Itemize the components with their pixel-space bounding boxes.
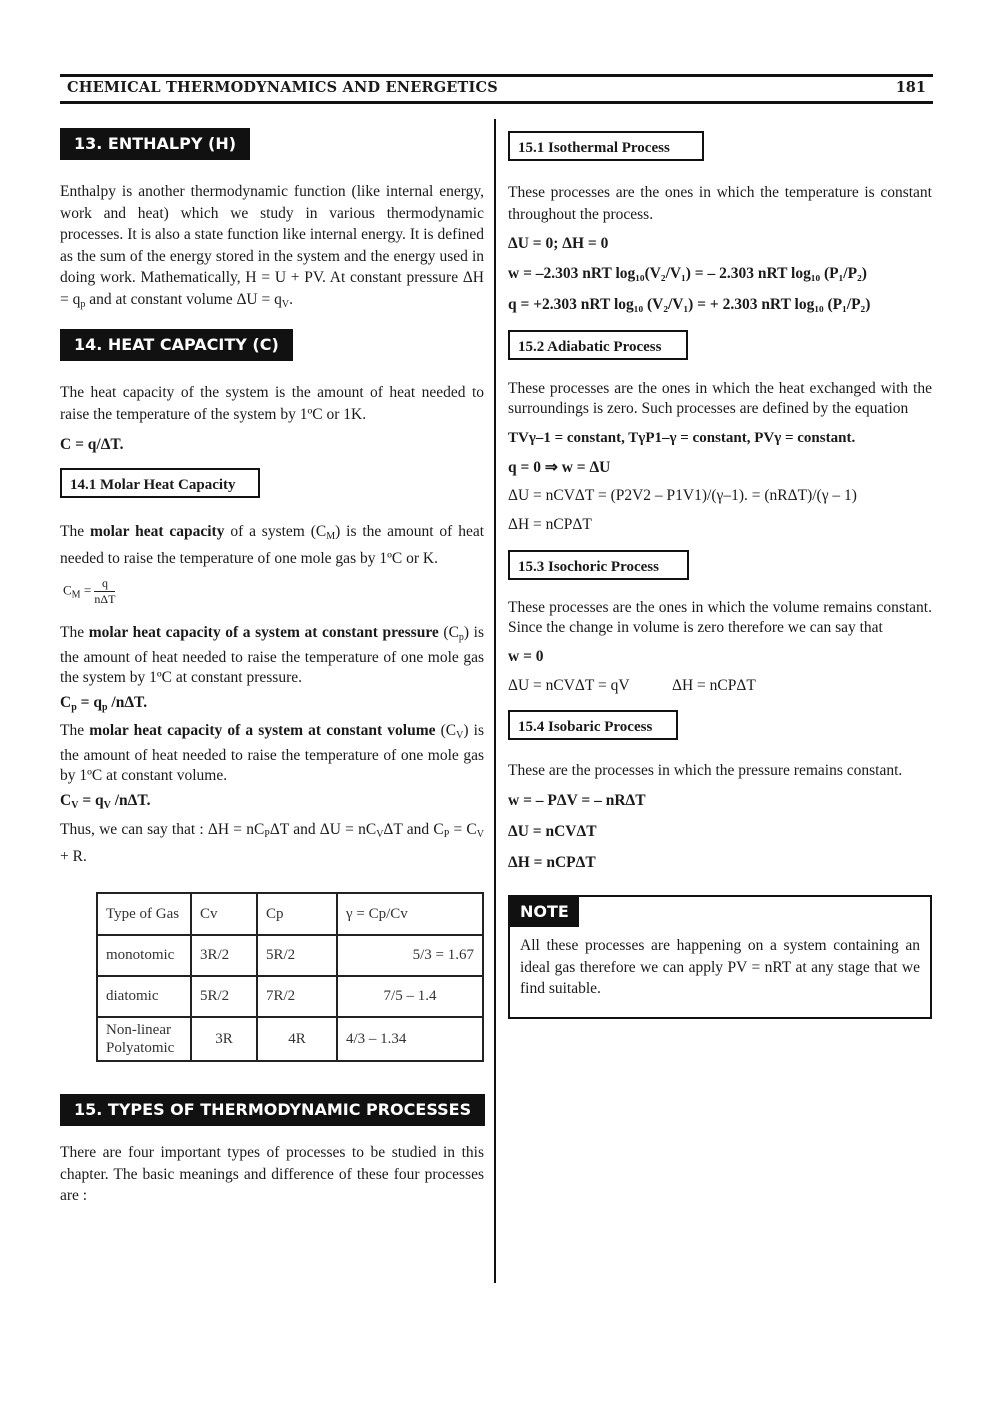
section-14-1-heading: 14.1 Molar Heat Capacity: [60, 468, 260, 498]
table-header-cell: Type of Gas: [97, 893, 191, 935]
section-15-3-heading: 15.3 Isochoric Process: [508, 550, 689, 580]
section-15-paragraph: There are four important types of processes to be studied in this chapter. The basic meanings and difference of these four processes are :: [60, 1144, 484, 1204]
isochoric-eq-2a: ΔU = nCVΔT = qV: [508, 677, 630, 694]
header-rule-bottom: [60, 101, 933, 104]
adiabatic-paragraph: These processes are the ones in which the heat exchanged with the surroundings is zero. Such processes are defined by the equation: [508, 380, 932, 417]
column-divider: [494, 119, 496, 1283]
table-cell: 4R: [257, 1017, 337, 1061]
section-14-heading: 14. HEAT CAPACITY (C): [60, 329, 293, 361]
molar-heat-capacity-formula: $C_M$ = $\frac{q}{\text{nΔT}}$: [63, 576, 116, 606]
table-cell: 4/3 – 1.34: [337, 1017, 483, 1061]
section-15-heading: 15. TYPES OF THERMODYNAMIC PROCESSES: [60, 1094, 485, 1126]
table-row: [97, 1017, 483, 1061]
constant-volume-paragraph: The molar heat capacity of a system at constant volume $(C_V)$ is the amount of heat needed to raise the temperature of one mole gas by 1ºC at constant volume.: [60, 722, 484, 784]
section-15-4-heading: 15.4 Isobaric Process: [508, 710, 678, 740]
section-13-paragraph: Enthalpy is another thermodynamic function (like internal energy, work and heat) which we study in various thermodynamic processes. It is also a state function like internal energy. It is defined as the sum of the energy stored in the system and the energy used in doing work. Mathematically, H = U + PV. At constant pressure $\Delta H = q_p$ and at constant volume $\Delta U = q_V$.: [60, 183, 484, 310]
isochoric-eq-2b: ΔH = nCPΔT: [672, 677, 756, 694]
section-13-heading: 13. ENTHALPY (H): [60, 128, 250, 160]
running-title: CHEMICAL THERMODYNAMICS AND ENERGETICS: [67, 79, 498, 96]
table-cell: 5/3 = 1.67: [337, 935, 483, 976]
table-header-cell: Cv: [191, 893, 257, 935]
section-15-1-heading: 15.1 Isothermal Process: [508, 131, 704, 161]
note-box: [508, 895, 932, 1019]
adiabatic-eq-3: ΔU = nCVΔT = (P2V2 – P1V1)/(γ–1). = (nRΔT)/(γ – 1): [508, 487, 857, 504]
cp-equation: $C_p = q_p$ /nΔT.: [60, 694, 148, 713]
table-cell: 3R: [191, 1017, 257, 1061]
isobaric-eq-1: w = – PΔV = – nRΔT: [508, 792, 646, 809]
isobaric-paragraph: These are the processes in which the pressure remains constant.: [508, 762, 903, 779]
table-cell: Non-linear Polyatomic: [97, 1017, 191, 1061]
adiabatic-eq-1: TVγ–1 = constant, TγP1–γ = constant, PVγ = constant.: [508, 430, 856, 446]
table-cell: 5R/2: [191, 976, 257, 1017]
isobaric-eq-3: ΔH = nCPΔT: [508, 854, 596, 871]
table-cell: 5R/2: [257, 935, 337, 976]
table-cell: 7R/2: [257, 976, 337, 1017]
table-row: [97, 935, 483, 976]
adiabatic-eq-2: q = 0 ⇒ w = ΔU: [508, 459, 611, 476]
constant-pressure-paragraph: The molar heat capacity of a system at constant pressure $(C_p)$ is the amount of heat needed to raise the temperature of one mole gas the system by 1ºC at constant pressure.: [60, 624, 484, 686]
note-tag: NOTE: [510, 897, 579, 927]
table-cell: diatomic: [97, 976, 191, 1017]
isothermal-paragraph: These processes are the ones in which the temperature is constant throughout the process.: [508, 184, 932, 223]
isochoric-eq-1: w = 0: [508, 648, 544, 665]
table-header-cell: γ = Cp/Cv: [337, 893, 483, 935]
adiabatic-eq-4: ΔH = nCPΔT: [508, 516, 592, 533]
note-text: All these processes are happening on a system containing an ideal gas therefore we can apply PV = nRT at any stage that we find suitable.: [520, 937, 920, 997]
page-number: 181: [895, 79, 926, 96]
isothermal-eq-2: w = –2.303 nRT log₁₀(V₂/V₁) = – 2.303 nRT log₁₀ (P₁/P₂): [508, 265, 867, 282]
table-cell: 7/5 – 1.4: [337, 976, 483, 1017]
heat-capacity-equation: C = q/ΔT.: [60, 436, 124, 453]
isobaric-eq-2: ΔU = nCVΔT: [508, 823, 597, 840]
isothermal-eq-3: q = +2.303 nRT log₁₀ (V₂/V₁) = + 2.303 nRT log₁₀ (P₁/P₂): [508, 296, 871, 313]
table-header-cell: Cp: [257, 893, 337, 935]
isothermal-eq-1: ΔU = 0; ΔH = 0: [508, 235, 609, 252]
cv-equation: $C_V = q_V$ /nΔT.: [60, 792, 151, 811]
header-rule-top: [60, 74, 933, 77]
isochoric-paragraph: These processes are the ones in which the volume remains constant. Since the change in volume is zero therefore we can say that: [508, 599, 932, 636]
section-14-paragraph: The heat capacity of the system is the amount of heat needed to raise the temperature of the system by 1ºC or 1K.: [60, 384, 484, 423]
molar-heat-capacity-paragraph: The molar heat capacity of a system $(C_M)$ is the amount of heat needed to raise the temperature of one mole gas by 1ºC or K.: [60, 523, 485, 567]
cp-cv-relation-paragraph: Thus, we can say that : $\Delta H = nC_P\Delta T$ and $\Delta U = nC_V\Delta T$ and $C_P = C_V + R$.: [60, 821, 484, 865]
table-row: [97, 976, 483, 1017]
gas-heat-capacity-table: [96, 892, 484, 1062]
table-cell: monotomic: [97, 935, 191, 976]
table-cell: 3R/2: [191, 935, 257, 976]
table-header-row: [97, 893, 483, 935]
section-15-2-heading: 15.2 Adiabatic Process: [508, 330, 688, 360]
